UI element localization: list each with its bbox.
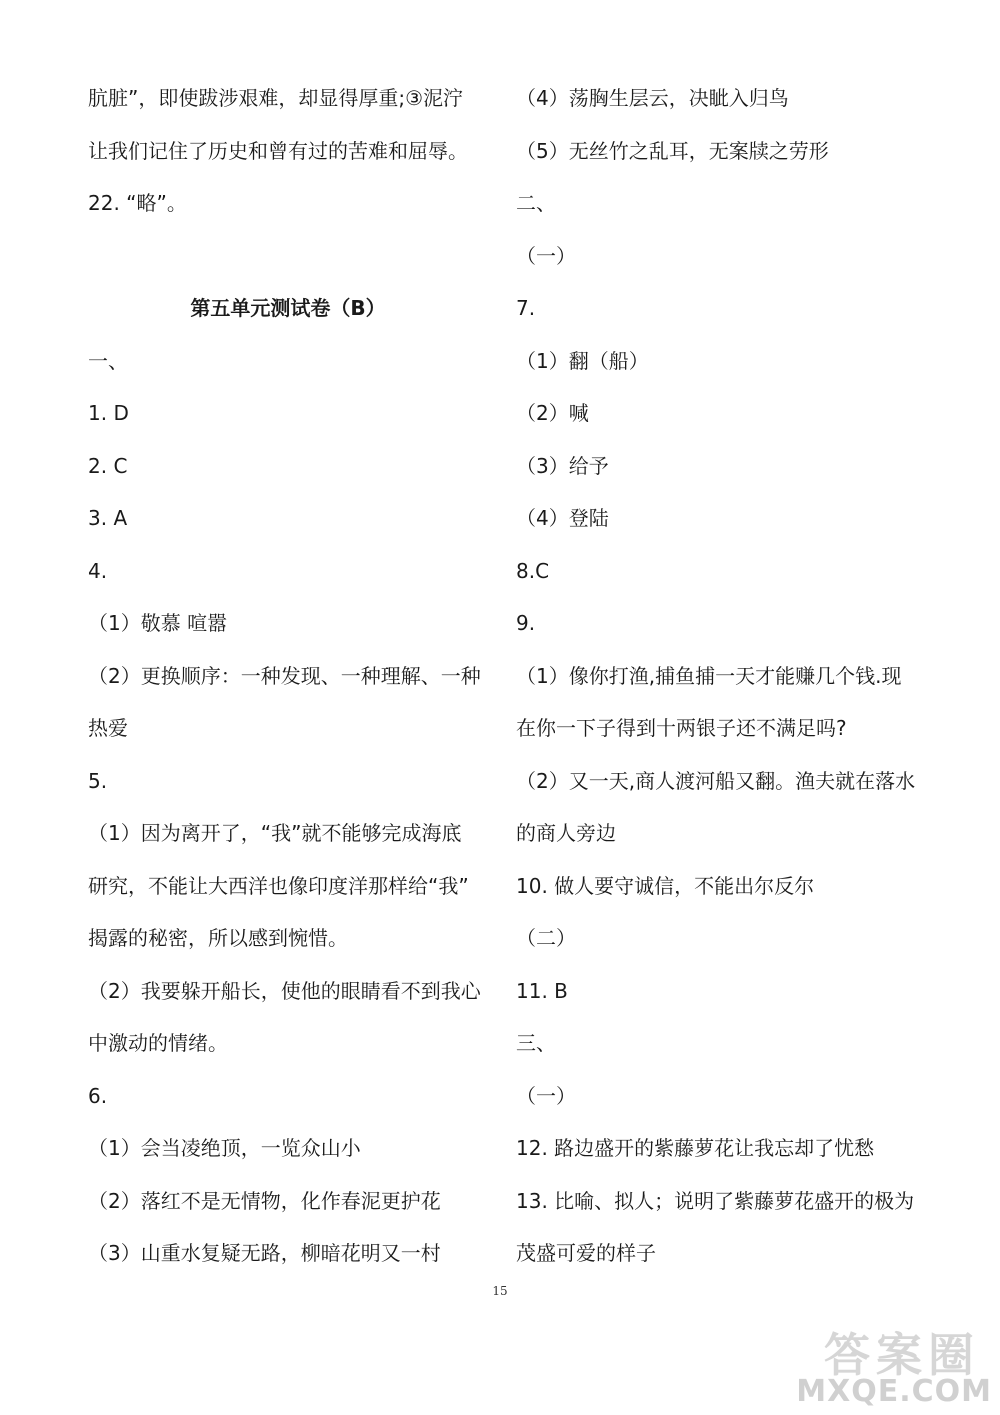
- section-heading: 第五单元测试卷（B）: [190, 296, 386, 320]
- text-line: 在你一下子得到十两银子还不满足吗?: [516, 716, 847, 740]
- text-line: （3）给予: [516, 453, 609, 478]
- page-number: 15: [492, 1284, 508, 1298]
- text-line: （1）像你打渔,捕鱼捕一天才能赚几个钱.现: [516, 663, 902, 688]
- text-line: 5.: [88, 768, 108, 793]
- watermark-url: MXQE.COM: [796, 1374, 992, 1409]
- text-line: 6.: [88, 1083, 108, 1108]
- text-line: 茂盛可爱的样子: [516, 1241, 656, 1265]
- right-column: [516, 72, 916, 1280]
- text-line: 肮脏”，即使跋涉艰难，却显得厚重;③泥泞: [88, 86, 464, 110]
- text-line: 中激动的情绪。: [88, 1031, 228, 1055]
- text-line: （5）无丝竹之乱耳，无案牍之劳形: [516, 138, 829, 163]
- left-column: [88, 72, 488, 1280]
- text-line: （4）登陆: [516, 506, 609, 530]
- text-line: 一、: [88, 348, 128, 373]
- text-line: （2）又一天,商人渡河船又翻。渔夫就在落水: [516, 768, 916, 793]
- text-line: （4）荡胸生层云，决眦入归鸟: [516, 86, 789, 110]
- text-line: （2）落红不是无情物，化作春泥更护花: [88, 1188, 441, 1213]
- text-line: 揭露的秘密，所以感到惋惜。: [88, 926, 348, 950]
- text-line: 热爱: [88, 716, 128, 740]
- text-line: （1）敬慕 喧嚣: [88, 611, 228, 635]
- text-line: 研究，不能让大西洋也像印度洋那样给“我”: [88, 873, 469, 898]
- text-line: （1）会当凌绝顶，一览众山小: [88, 1136, 361, 1160]
- text-line: （2）更换顺序：一种发现、一种理解、一种: [88, 663, 481, 688]
- text-line: 的商人旁边: [516, 821, 616, 845]
- text-line: 7.: [516, 296, 536, 320]
- text-line: 三、: [516, 1031, 556, 1055]
- text-line: 4.: [88, 558, 108, 583]
- text-line: 二、: [516, 191, 556, 215]
- text-line: （一）: [516, 243, 576, 268]
- text-line: 11. B: [516, 978, 568, 1003]
- text-line: 3. A: [88, 506, 128, 530]
- watermark-title: 答案圈: [824, 1328, 980, 1382]
- text-line: 8.C: [516, 558, 550, 583]
- text-line: 12. 路边盛开的紫藤萝花让我忘却了忧愁: [516, 1136, 875, 1160]
- text-line: 让我们记住了历史和曾有过的苦难和屈辱。: [88, 138, 468, 163]
- text-line: 13. 比喻、拟人；说明了紫藤萝花盛开的极为: [516, 1188, 915, 1213]
- watermark-logo: [792, 1319, 992, 1409]
- text-line: （1）翻（船）: [516, 348, 649, 373]
- blank-line: [88, 230, 488, 283]
- text-line: （一）: [516, 1083, 576, 1108]
- text-line: （3）山重水复疑无路，柳暗花明又一村: [88, 1241, 441, 1265]
- text-line: （2）喊: [516, 401, 589, 425]
- text-line: 9.: [516, 611, 536, 635]
- text-line: （二）: [516, 926, 576, 950]
- text-line: 22. “略”。: [88, 191, 187, 215]
- text-line: 1. D: [88, 401, 129, 425]
- text-line: （1）因为离开了，“我”就不能够完成海底: [88, 821, 462, 845]
- text-line: （2）我要躲开船长，使他的眼睛看不到我心: [88, 978, 481, 1003]
- text-line: 2. C: [88, 453, 128, 478]
- text-line: 10. 做人要守诚信，不能出尔反尔: [516, 873, 815, 898]
